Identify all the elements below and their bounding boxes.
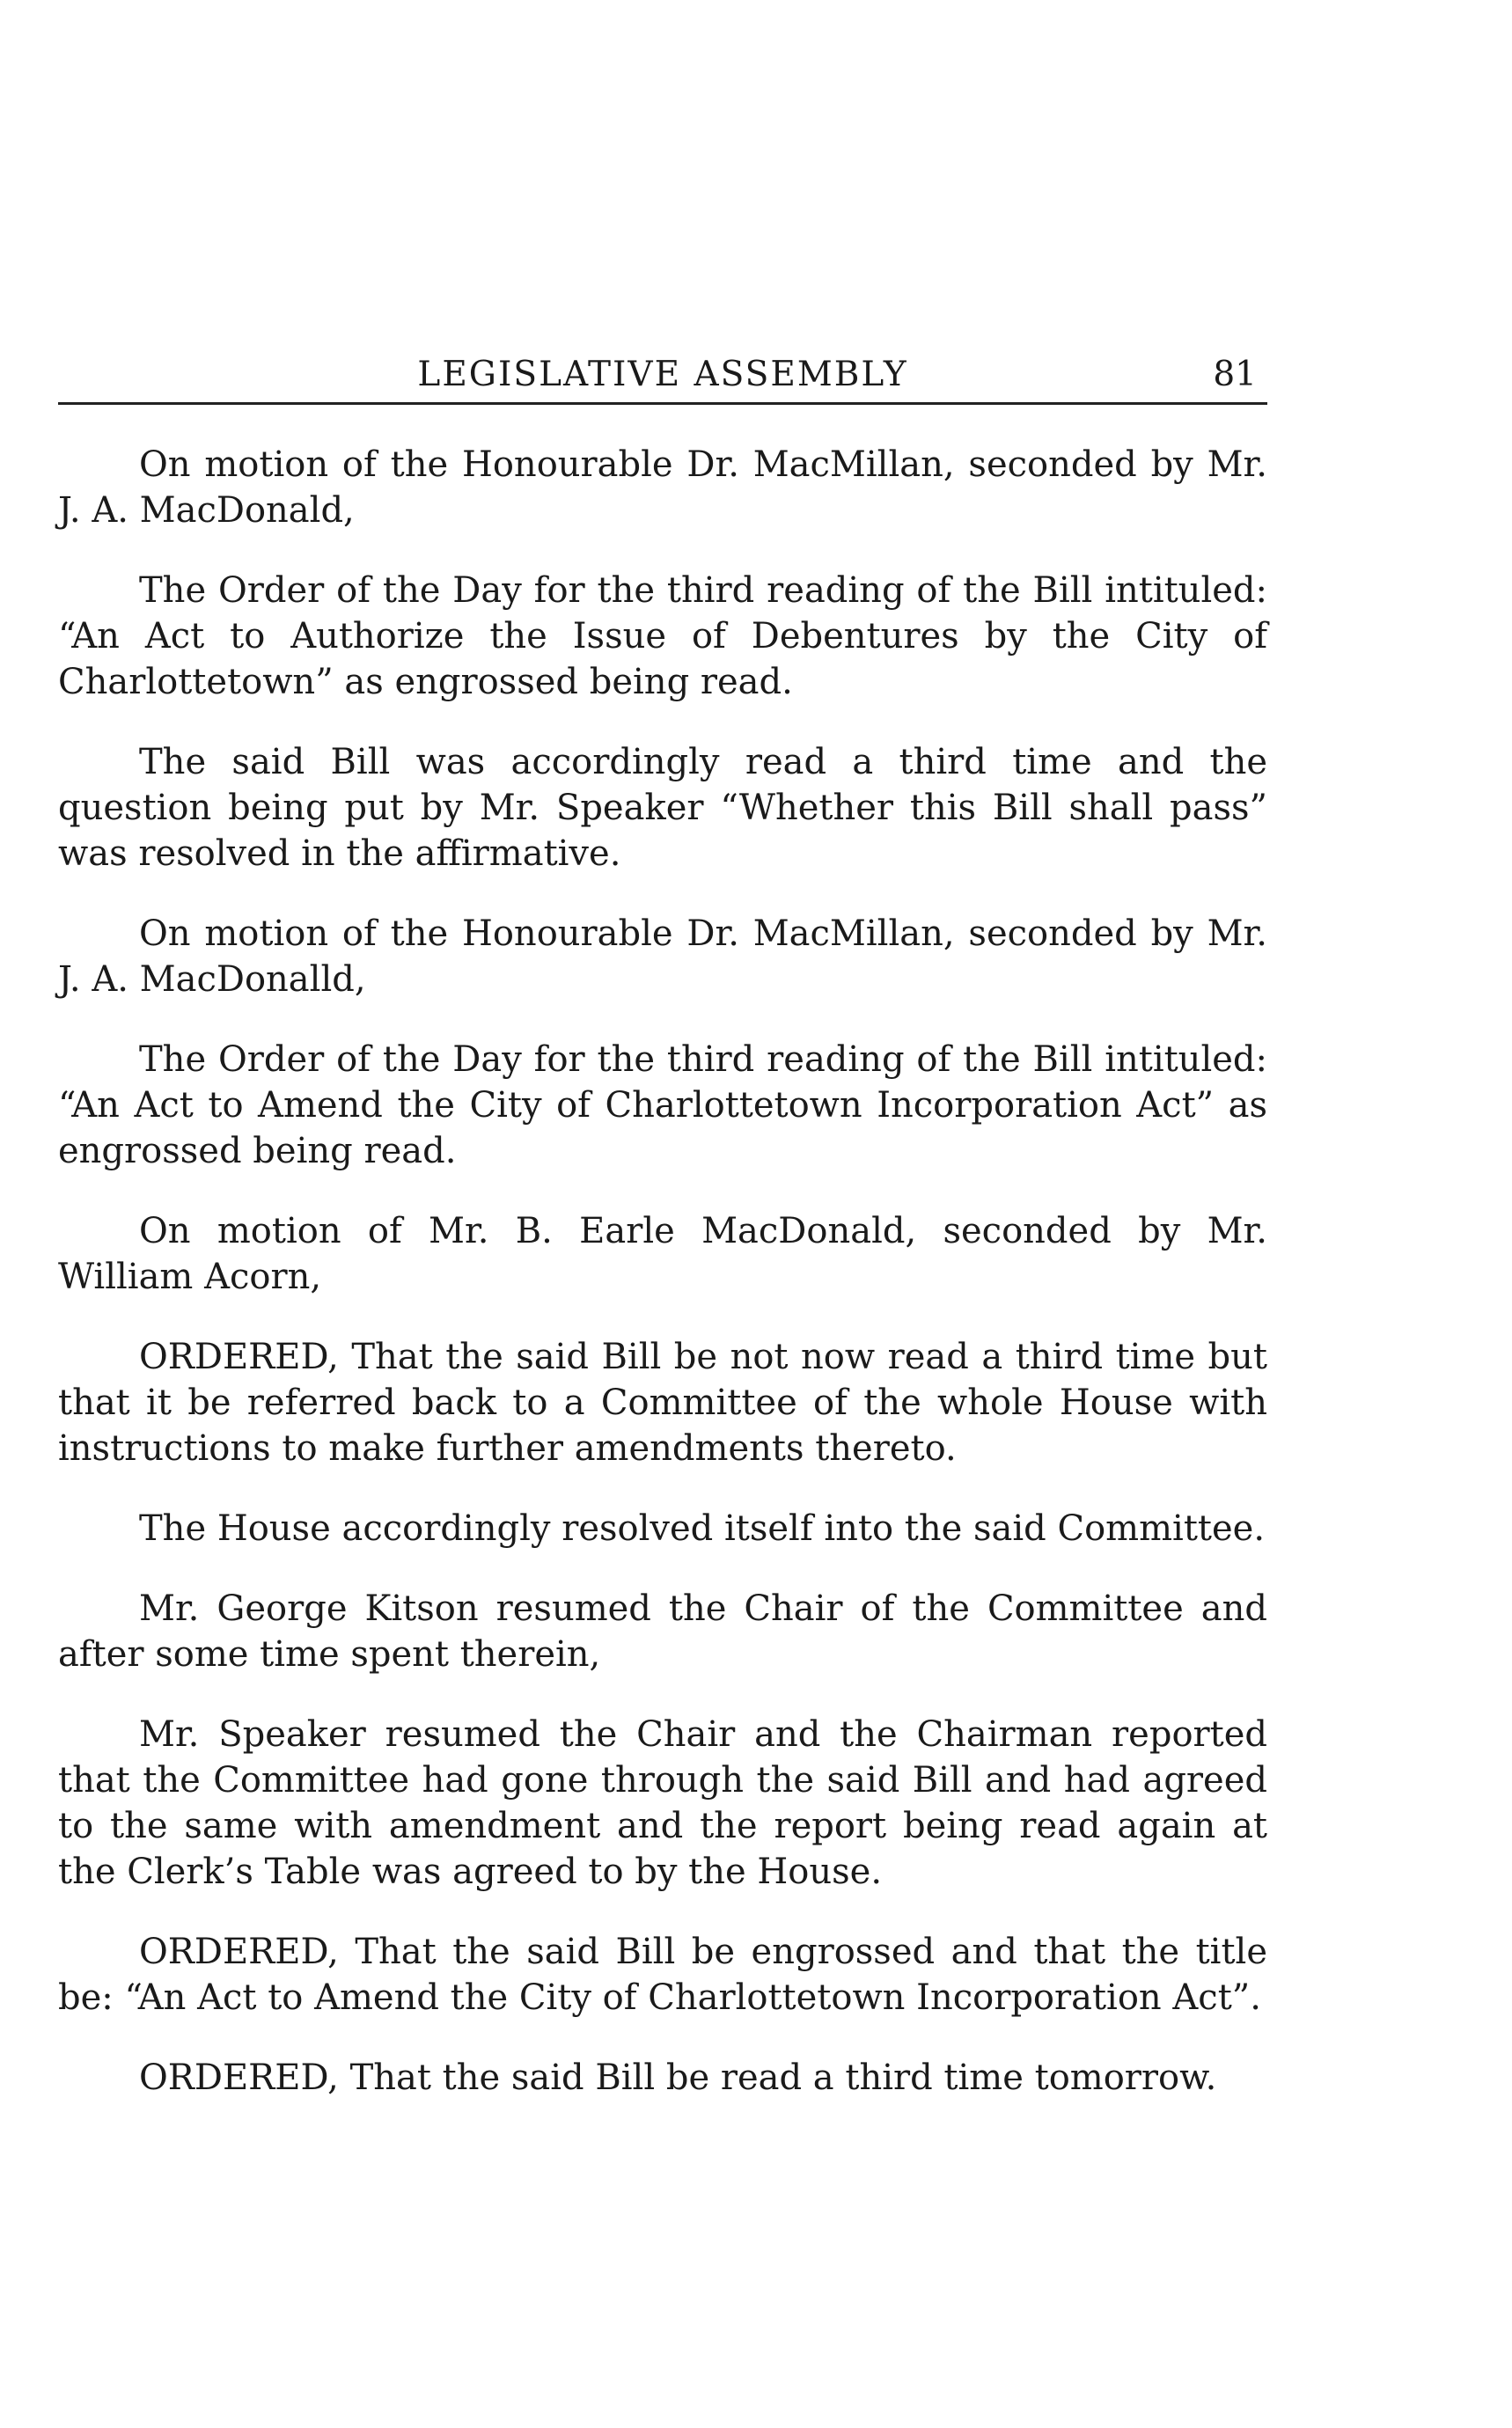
paragraph-ordered-referred-back: ORDERED, That the said Bill be not now read a third time but that it be referred back to a Committee of the whole House with instructions to make further amendments thereto. — [58, 1337, 1267, 1469]
paragraph-chairman-reported: Mr. Speaker resumed the Chair and the Chairman reported that the Committee had gone through the said Bill and had agreed to the same with amendment and the report being read again at the Clerk’s Table was agreed to by the House. — [58, 1714, 1267, 1892]
paragraph-third-reading-passed: The said Bill was accordingly read a third time and the question being put by Mr. Speaker “Whether this Bill shall pass” was resolved in the affirmative. — [58, 742, 1267, 874]
paragraph-order-of-day-2: The Order of the Day for the third reading of the Bill intituled: “An Act to Amend the City of Charlottetown Incorporation Act” as engrossed being read. — [58, 1039, 1267, 1171]
paragraph-ordered-third-reading: ORDERED, That the said Bill be read a third time tomorrow. — [139, 2058, 1217, 2098]
document-body — [58, 442, 1267, 2101]
running-title: LEGISLATIVE ASSEMBLY — [417, 355, 908, 394]
page-number: 81 — [1213, 355, 1257, 394]
paragraph-motion-1: On motion of the Honourable Dr. MacMillan, seconded by Mr. J. A. MacDonald, — [58, 444, 1267, 531]
paragraph-chair-resumed: Mr. George Kitson resumed the Chair of the Committee and after some time spent therein, — [58, 1588, 1267, 1675]
paragraph-ordered-engrossed: ORDERED, That the said Bill be engrossed and that the title be: “An Act to Amend the City of Charlottetown Incorporation Act”. — [58, 1932, 1267, 2018]
page-header — [58, 348, 1267, 405]
paragraph-motion-3: On motion of Mr. B. Earle MacDonald, seconded by Mr. William Acorn, — [58, 1211, 1267, 1297]
paragraph-house-resolved: The House accordingly resolved itself into the said Committee. — [139, 1508, 1266, 1549]
paragraph-motion-2: On motion of the Honourable Dr. MacMillan, seconded by Mr. J. A. MacDonalld, — [58, 913, 1267, 1000]
document-page — [58, 348, 1267, 2135]
paragraph-order-of-day-1: The Order of the Day for the third reading of the Bill intituled: “An Act to Authorize the Issue of Debentures by the City of Charlottetown” as engrossed being read. — [58, 570, 1267, 702]
